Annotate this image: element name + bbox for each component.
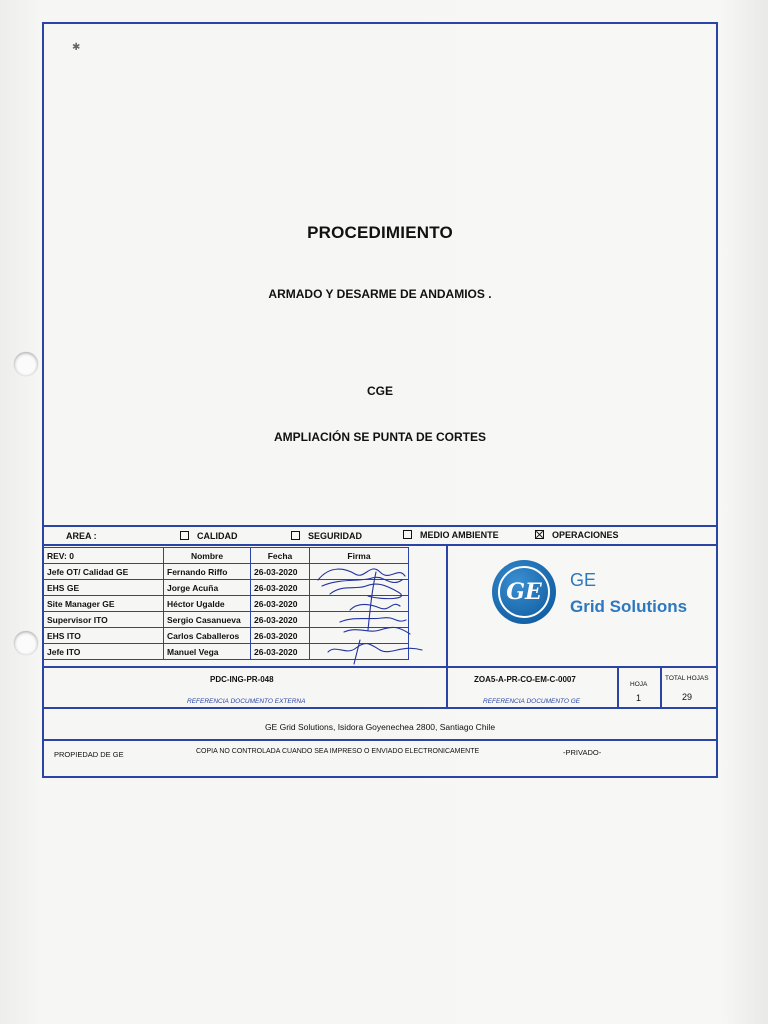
checked-box-icon — [535, 530, 544, 539]
brand-line-1: GE — [570, 570, 597, 590]
name-cell: Carlos Caballeros — [164, 628, 251, 644]
sheet-label: HOJA — [630, 681, 648, 688]
name-cell: Manuel Vega — [164, 644, 251, 660]
ge-ref-label: REFERENCIA DOCUMENTO GE — [483, 698, 581, 705]
role-cell: Jefe OT/ Calidad GE — [44, 564, 164, 580]
scan-speck: ✱ — [72, 42, 81, 53]
checkbox-icon — [403, 530, 412, 539]
area-option-medio-ambiente[interactable]: MEDIO AMBIENTE — [403, 530, 499, 540]
doc-subtitle: ARMADO Y DESARME DE ANDAMIOS . — [268, 287, 492, 301]
date-cell: 26-03-2020 — [251, 580, 310, 596]
date-cell: 26-03-2020 — [251, 628, 310, 644]
ge-ref-code: ZOA5-A-PR-CO-EM-C-0007 — [474, 675, 576, 684]
divider — [42, 739, 716, 741]
classification-label: -PRIVADO- — [563, 748, 602, 757]
company-address: GE Grid Solutions, Isidora Goyenechea 2800, Santiago Chile — [264, 722, 496, 732]
checkbox-icon — [180, 531, 189, 540]
handwritten-signatures — [310, 560, 445, 665]
divider — [42, 707, 716, 709]
total-sheets-label: TOTAL HOJAS — [665, 675, 709, 682]
divider — [42, 525, 716, 527]
external-ref-label: REFERENCIA DOCUMENTO EXTERNA — [187, 698, 306, 705]
sheet-number: 1 — [636, 693, 642, 703]
name-cell: Jorge Acuña — [164, 580, 251, 596]
punch-hole — [14, 631, 38, 655]
role-cell: Jefe ITO — [44, 644, 164, 660]
total-sheets-number: 29 — [682, 692, 693, 702]
owner-notice: PROPIEDAD DE GE — [54, 750, 124, 759]
name-cell: Fernando Riffo — [164, 564, 251, 580]
role-cell: Supervisor ITO — [44, 612, 164, 628]
column-header: Firma — [310, 548, 409, 564]
divider — [446, 545, 448, 707]
role-cell: Site Manager GE — [44, 596, 164, 612]
area-option-operaciones[interactable]: OPERACIONES — [535, 530, 619, 540]
name-cell: Héctor Ugalde — [164, 596, 251, 612]
rev-label: REV: 0 — [44, 548, 164, 564]
ge-logo — [492, 560, 556, 624]
role-cell: EHS ITO — [44, 628, 164, 644]
divider — [660, 666, 662, 707]
area-option-calidad[interactable]: CALIDAD — [180, 531, 238, 541]
date-cell: 26-03-2020 — [251, 644, 310, 660]
ge-monogram: GE — [498, 566, 550, 618]
date-cell: 26-03-2020 — [251, 596, 310, 612]
checkbox-icon — [291, 531, 300, 540]
column-header: Fecha — [251, 548, 310, 564]
date-cell: 26-03-2020 — [251, 564, 310, 580]
divider — [42, 666, 716, 668]
doc-title: PROCEDIMIENTO — [307, 223, 453, 242]
role-cell: EHS GE — [44, 580, 164, 596]
copy-notice: COPIA NO CONTROLADA CUANDO SEA IMPRESO O ENVIADO ELECTRONICAMENTE — [196, 748, 480, 755]
client-name: CGE — [366, 384, 393, 398]
punch-hole — [14, 352, 38, 376]
area-label: AREA : — [66, 531, 97, 541]
divider — [617, 666, 619, 707]
divider — [42, 544, 716, 546]
brand-line-2: Grid Solutions — [570, 597, 688, 616]
name-cell: Sergio Casanueva — [164, 612, 251, 628]
column-header: Nombre — [164, 548, 251, 564]
external-ref-code: PDC-ING-PR-048 — [210, 675, 274, 684]
project-name: AMPLIACIÓN SE PUNTA DE CORTES — [273, 430, 486, 444]
date-cell: 26-03-2020 — [251, 612, 310, 628]
area-option-seguridad[interactable]: SEGURIDAD — [291, 531, 362, 541]
